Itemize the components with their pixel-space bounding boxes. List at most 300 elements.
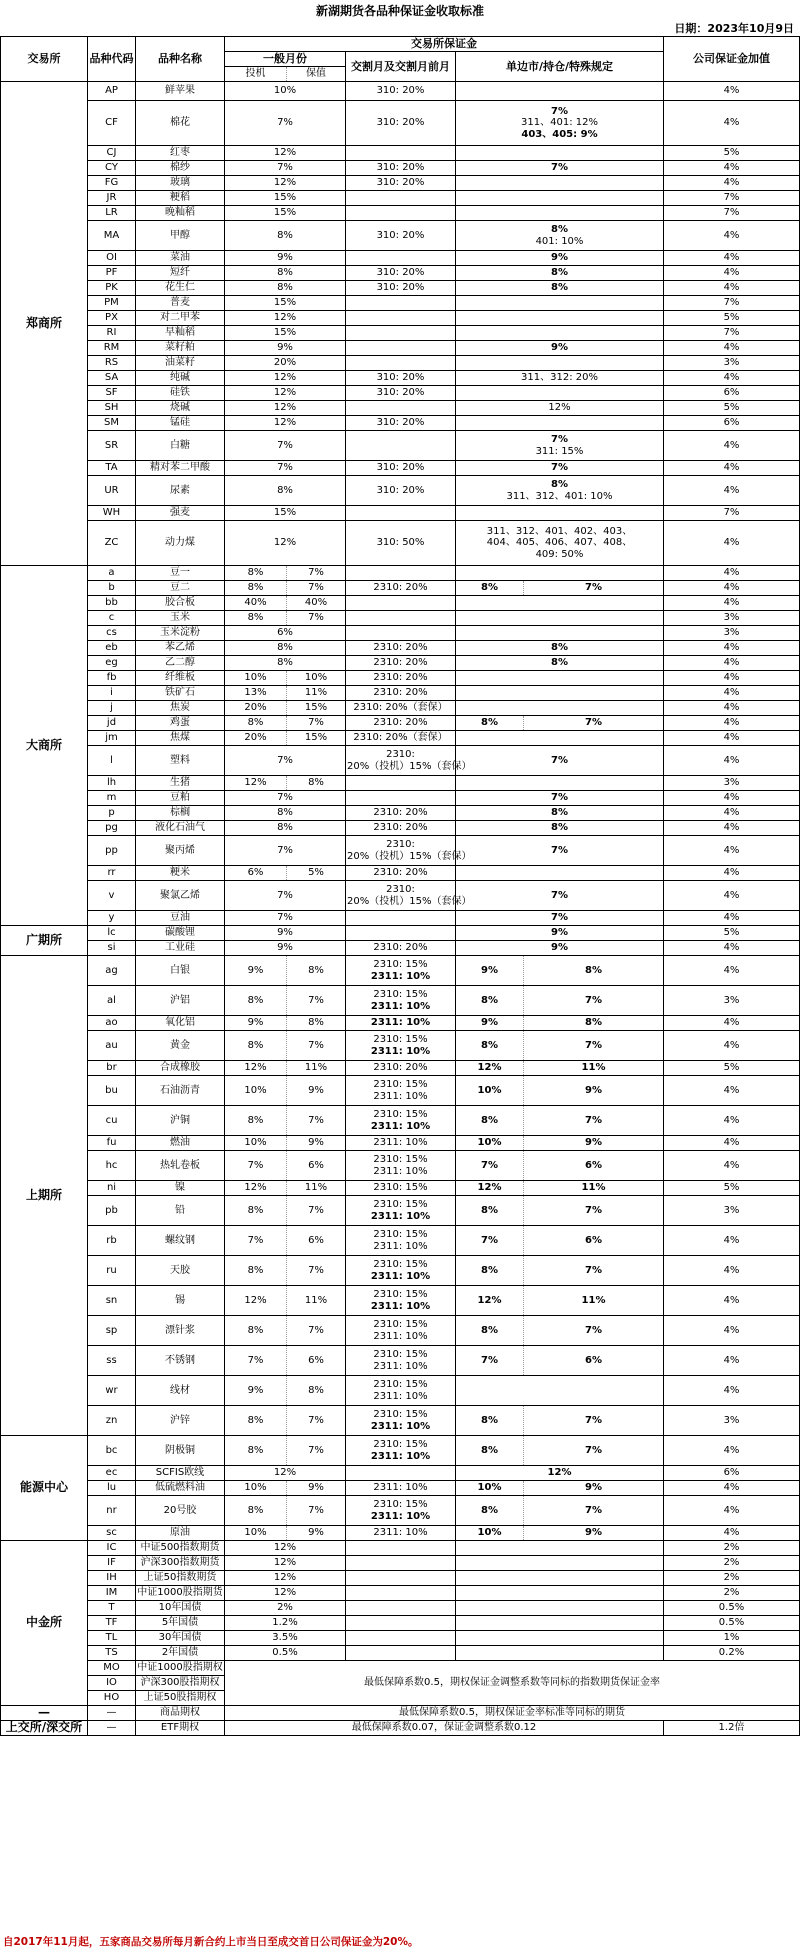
position-hedge: 6% <box>524 1151 664 1181</box>
position-margin: 9% <box>456 926 664 941</box>
product-code: ec <box>88 1466 136 1481</box>
table-row <box>1 821 800 836</box>
normal-month-margin: 7% <box>225 746 346 776</box>
table-row <box>1 506 800 521</box>
cell-line: 2311: 10% <box>370 1210 431 1222</box>
position-hedge: 9% <box>524 1136 664 1151</box>
table-row <box>1 656 800 671</box>
table-row <box>1 1181 800 1196</box>
delivery-margin <box>346 956 456 986</box>
table-row <box>1 146 800 161</box>
position-margin <box>456 82 664 101</box>
company-margin: 1% <box>664 1631 800 1646</box>
table-row <box>1 326 800 341</box>
delivery-margin <box>346 401 456 416</box>
position-margin <box>456 101 664 146</box>
normal-month-margin: 10% <box>225 82 346 101</box>
delivery-margin: 2310: 20% <box>346 1061 456 1076</box>
company-margin: 4% <box>664 176 800 191</box>
product-name: 焦炭 <box>136 701 225 716</box>
product-code: T <box>88 1601 136 1616</box>
product-code: LR <box>88 206 136 221</box>
product-code: CF <box>88 101 136 146</box>
delivery-margin <box>346 881 472 911</box>
product-name: 20号胶 <box>136 1496 225 1526</box>
spec-margin: 8% <box>225 986 287 1016</box>
product-code: PK <box>88 281 136 296</box>
spec-margin: 10% <box>225 671 287 686</box>
table-row <box>1 806 800 821</box>
normal-month-margin: 7% <box>225 101 346 146</box>
delivery-margin <box>346 1286 456 1316</box>
product-name: 30年国债 <box>136 1631 225 1646</box>
position-margin <box>456 191 664 206</box>
delivery-margin <box>346 296 456 311</box>
product-name: 精对苯二甲酸 <box>136 461 225 476</box>
header-name: 品种名称 <box>136 37 225 82</box>
hedge-margin: 7% <box>287 716 346 731</box>
position-hedge: 11% <box>524 1061 664 1076</box>
hedge-margin: 8% <box>287 1376 346 1406</box>
delivery-margin <box>346 1436 456 1466</box>
normal-month-margin: 12% <box>225 1541 346 1556</box>
table-row <box>1 1706 800 1721</box>
company-margin: 4% <box>664 701 800 716</box>
table-row <box>1 521 800 566</box>
product-name: 铅 <box>136 1196 225 1226</box>
company-margin: 4% <box>664 866 800 881</box>
normal-month-margin: 15% <box>225 206 346 221</box>
normal-month-margin: 12% <box>225 1586 346 1601</box>
hedge-margin: 9% <box>287 1136 346 1151</box>
company-margin: 3% <box>664 356 800 371</box>
delivery-margin: 2311: 10% <box>346 1016 456 1031</box>
table-row <box>1 626 800 641</box>
position-hedge: 8% <box>524 956 664 986</box>
spec-margin: 9% <box>225 956 287 986</box>
cell-line: 2310: 15% <box>373 1229 428 1241</box>
table-row <box>1 1556 800 1571</box>
spec-margin: 10% <box>225 1136 287 1151</box>
product-name: 沪铝 <box>136 986 225 1016</box>
company-margin: 5% <box>664 146 800 161</box>
company-margin: 6% <box>664 1466 800 1481</box>
delivery-margin <box>346 506 456 521</box>
company-margin: 4% <box>664 476 800 506</box>
company-margin: 4% <box>664 281 800 296</box>
spec-margin: 8% <box>225 1031 287 1061</box>
position-hedge: 11% <box>524 1286 664 1316</box>
cell-line: 2310: <box>386 749 415 761</box>
product-name: 合成橡胶 <box>136 1061 225 1076</box>
table-row <box>1 1226 800 1256</box>
product-code: PX <box>88 311 136 326</box>
normal-month-margin: 7% <box>225 791 346 806</box>
header-spec: 投机 <box>225 67 287 82</box>
cell-line: 311、401: 12% <box>521 117 598 129</box>
product-name: 低硫燃料油 <box>136 1481 225 1496</box>
hedge-margin: 9% <box>287 1481 346 1496</box>
product-code: SH <box>88 401 136 416</box>
position-spec: 8% <box>456 1496 524 1526</box>
position-margin <box>456 1646 664 1661</box>
product-name: 晚籼稻 <box>136 206 225 221</box>
delivery-margin <box>346 1256 456 1286</box>
product-code: SM <box>88 416 136 431</box>
position-spec: 8% <box>456 1106 524 1136</box>
product-name: 10年国债 <box>136 1601 225 1616</box>
cell-line: 2310: 15% <box>373 1289 428 1301</box>
position-hedge: 8% <box>524 1016 664 1031</box>
position-hedge: 7% <box>524 986 664 1016</box>
header-normal-month: 一般月份 <box>225 52 346 67</box>
hedge-margin: 7% <box>287 986 346 1016</box>
company-margin: 4% <box>664 1526 800 1541</box>
product-name: 白糖 <box>136 431 225 461</box>
normal-month-margin: 12% <box>225 416 346 431</box>
position-margin <box>456 206 664 221</box>
table-row <box>1 356 800 371</box>
cell-line: 2310: 15% <box>373 1499 428 1511</box>
table-row <box>1 1076 800 1106</box>
cell-line: 20%（投机）15%（套保） <box>347 895 472 907</box>
product-code: lc <box>88 926 136 941</box>
position-spec: 8% <box>456 1406 524 1436</box>
product-code: TL <box>88 1631 136 1646</box>
delivery-margin <box>346 1376 456 1406</box>
delivery-margin: 2310: 20% <box>346 866 456 881</box>
hedge-margin: 15% <box>287 731 346 746</box>
product-name: 硅铁 <box>136 386 225 401</box>
cell-line: 2310: 15% <box>373 959 428 971</box>
table-row <box>1 1406 800 1436</box>
table-row <box>1 1646 800 1661</box>
company-margin: 5% <box>664 926 800 941</box>
table-row <box>1 881 800 911</box>
delivery-margin <box>346 1031 456 1061</box>
table-row <box>1 716 800 731</box>
cell-line: 2310: 15% <box>373 1079 428 1091</box>
table-row <box>1 671 800 686</box>
product-code: jm <box>88 731 136 746</box>
product-name: 天胶 <box>136 1256 225 1286</box>
cell-line: 2310: 15% <box>373 1109 428 1121</box>
position-margin <box>456 416 664 431</box>
table-row <box>1 581 800 596</box>
company-margin: 4% <box>664 791 800 806</box>
position-margin: 8% <box>456 281 664 296</box>
table-row <box>1 296 800 311</box>
company-margin: 3% <box>664 611 800 626</box>
company-margin: 4% <box>664 161 800 176</box>
cell-line: 2310: 15% <box>373 1259 428 1271</box>
company-margin: 1.2倍 <box>664 1721 800 1736</box>
product-name: 豆油 <box>136 911 225 926</box>
cell-line: 8% <box>551 479 568 491</box>
delivery-margin <box>346 596 456 611</box>
position-hedge: 7% <box>524 1106 664 1136</box>
normal-month-margin: 12% <box>225 386 346 401</box>
hedge-margin: 6% <box>287 1226 346 1256</box>
cell-line: 2311: 10% <box>373 1240 428 1252</box>
product-name: 纯碱 <box>136 371 225 386</box>
delivery-margin: 310: 20% <box>346 416 456 431</box>
position-margin <box>456 326 664 341</box>
delivery-margin <box>346 356 456 371</box>
company-margin: 4% <box>664 671 800 686</box>
normal-month-margin: 3.5% <box>225 1631 346 1646</box>
cell-line: 2310: 15% <box>373 1439 428 1451</box>
table-row <box>1 1106 800 1136</box>
product-name: 上证50股指期权 <box>136 1691 225 1706</box>
product-name: 玉米淀粉 <box>136 626 225 641</box>
hedge-margin: 11% <box>287 1181 346 1196</box>
spec-margin: 40% <box>225 596 287 611</box>
product-name: 黄金 <box>136 1031 225 1061</box>
product-code: c <box>88 611 136 626</box>
cell-line: 2311: 10% <box>373 1090 428 1102</box>
product-code: AP <box>88 82 136 101</box>
spec-margin: 8% <box>225 581 287 596</box>
product-code: sc <box>88 1526 136 1541</box>
spec-margin: 7% <box>225 1346 287 1376</box>
position-margin: 7% <box>456 836 664 866</box>
table-row <box>1 1136 800 1151</box>
product-name: 线材 <box>136 1376 225 1406</box>
delivery-margin <box>346 746 472 776</box>
product-name: 石油沥青 <box>136 1076 225 1106</box>
cell-line: 2311: 10% <box>370 1270 431 1282</box>
product-code: y <box>88 911 136 926</box>
spec-margin: 12% <box>225 1181 287 1196</box>
position-margin <box>456 596 664 611</box>
position-margin: 8% <box>456 656 664 671</box>
table-row <box>1 401 800 416</box>
company-margin: 2% <box>664 1541 800 1556</box>
company-margin: 4% <box>664 521 800 566</box>
company-margin: 4% <box>664 1136 800 1151</box>
delivery-margin <box>346 911 456 926</box>
position-margin <box>456 866 664 881</box>
position-hedge: 7% <box>524 581 664 596</box>
position-spec: 7% <box>456 1226 524 1256</box>
product-code: OI <box>88 251 136 266</box>
company-margin: 4% <box>664 1496 800 1526</box>
product-code: SR <box>88 431 136 461</box>
cell-line: 311、312、401: 10% <box>506 490 613 502</box>
delivery-margin <box>346 1196 456 1226</box>
company-margin: 4% <box>664 1106 800 1136</box>
delivery-margin <box>346 1106 456 1136</box>
product-code: FG <box>88 176 136 191</box>
position-margin <box>456 221 664 251</box>
product-name: 沪锌 <box>136 1406 225 1436</box>
product-code: IM <box>88 1586 136 1601</box>
normal-month-margin: 12% <box>225 1466 346 1481</box>
normal-month-margin: 7% <box>225 431 346 461</box>
product-name: 燃油 <box>136 1136 225 1151</box>
company-margin: 4% <box>664 941 800 956</box>
footer-note: 自2017年11月起，五家商品交易所每月新合约上市当日至成交首日公司保证金为20%。 <box>3 1936 419 1948</box>
product-code: MA <box>88 221 136 251</box>
product-code: pg <box>88 821 136 836</box>
header-hedge: 保值 <box>287 67 346 82</box>
product-code: al <box>88 986 136 1016</box>
position-margin <box>456 176 664 191</box>
hedge-margin: 7% <box>287 1031 346 1061</box>
position-margin <box>456 701 664 716</box>
position-spec: 8% <box>456 1031 524 1061</box>
normal-month-margin: 12% <box>225 401 346 416</box>
delivery-margin: 2310: 20% <box>346 821 456 836</box>
company-margin: 4% <box>664 431 800 461</box>
table-row <box>1 476 800 506</box>
spec-margin: 10% <box>225 1526 287 1541</box>
exchange-name: 中金所 <box>1 1541 88 1706</box>
company-margin: 4% <box>664 251 800 266</box>
position-spec: 8% <box>456 1196 524 1226</box>
position-margin: 8% <box>456 266 664 281</box>
delivery-margin: 310: 20% <box>346 266 456 281</box>
cell-line: 8% <box>551 224 568 236</box>
header-position: 单边市/持仓/特殊规定 <box>456 52 664 82</box>
table-row <box>1 791 800 806</box>
cell-line: 403、405: 9% <box>521 128 598 140</box>
table-row <box>1 1316 800 1346</box>
product-name: 5年国债 <box>136 1616 225 1631</box>
cell-line: 2310: 15% <box>373 1349 428 1361</box>
product-code: i <box>88 686 136 701</box>
product-code: lh <box>88 776 136 791</box>
product-code: pb <box>88 1196 136 1226</box>
table-row <box>1 1061 800 1076</box>
position-margin: 7% <box>456 791 664 806</box>
product-code: ao <box>88 1016 136 1031</box>
product-name: 豆一 <box>136 566 225 581</box>
table-row <box>1 1376 800 1406</box>
spec-margin: 9% <box>225 1016 287 1031</box>
product-name: 液化石油气 <box>136 821 225 836</box>
table-row <box>1 641 800 656</box>
position-hedge: 7% <box>524 1256 664 1286</box>
delivery-margin <box>346 1616 456 1631</box>
delivery-margin: 2310: 15% <box>346 1181 456 1196</box>
product-code: wr <box>88 1376 136 1406</box>
product-code: cu <box>88 1106 136 1136</box>
normal-month-margin: 7% <box>225 836 346 866</box>
hedge-margin: 5% <box>287 866 346 881</box>
company-margin: 3% <box>664 986 800 1016</box>
normal-month-margin: 8% <box>225 221 346 251</box>
normal-month-margin: 8% <box>225 656 346 671</box>
delivery-margin: 310: 20% <box>346 101 456 146</box>
delivery-margin <box>346 326 456 341</box>
cell-line: 311: 15% <box>535 445 584 457</box>
product-code: nr <box>88 1496 136 1526</box>
product-name: 生猪 <box>136 776 225 791</box>
company-margin: 7% <box>664 506 800 521</box>
margin-table <box>0 36 800 1736</box>
delivery-margin: 2310: 20% <box>346 656 456 671</box>
table-row <box>1 1586 800 1601</box>
position-margin <box>456 1541 664 1556</box>
normal-month-margin: 12% <box>225 311 346 326</box>
product-code: — <box>88 1706 136 1721</box>
company-margin: 0.5% <box>664 1601 800 1616</box>
table-row <box>1 776 800 791</box>
cell-line: 2310: 15% <box>373 1379 428 1391</box>
table-row <box>1 266 800 281</box>
product-code: ss <box>88 1346 136 1376</box>
company-margin: 2% <box>664 1571 800 1586</box>
product-code: IO <box>88 1676 136 1691</box>
table-row <box>1 1016 800 1031</box>
product-name: 中证1000股指期权 <box>136 1661 225 1676</box>
delivery-margin <box>346 191 456 206</box>
table-row <box>1 701 800 716</box>
normal-month-margin: 9% <box>225 341 346 356</box>
table-row <box>1 161 800 176</box>
delivery-margin <box>346 1556 456 1571</box>
spec-margin: 12% <box>225 776 287 791</box>
delivery-margin <box>346 986 456 1016</box>
header-code: 品种代码 <box>88 37 136 82</box>
product-name: 聚氯乙烯 <box>136 881 225 911</box>
cell-line: 2311: 10% <box>370 1510 431 1522</box>
product-name: 聚丙烯 <box>136 836 225 866</box>
delivery-margin <box>346 1646 456 1661</box>
normal-month-margin: 15% <box>225 506 346 521</box>
delivery-margin <box>346 836 472 866</box>
position-spec: 7% <box>456 1346 524 1376</box>
exchange-name: 能源中心 <box>1 1436 88 1541</box>
product-name: 螺纹钢 <box>136 1226 225 1256</box>
company-margin: 3% <box>664 626 800 641</box>
product-code: rb <box>88 1226 136 1256</box>
company-margin: 5% <box>664 401 800 416</box>
product-name: 阴极铜 <box>136 1436 225 1466</box>
product-code: m <box>88 791 136 806</box>
table-row <box>1 986 800 1016</box>
table-row <box>1 596 800 611</box>
position-margin <box>456 566 664 581</box>
company-margin: 4% <box>664 581 800 596</box>
delivery-margin: 2310: 20% <box>346 581 456 596</box>
product-name: 乙二醇 <box>136 656 225 671</box>
normal-month-margin: 9% <box>225 926 346 941</box>
product-name: 花生仁 <box>136 281 225 296</box>
product-code: TS <box>88 1646 136 1661</box>
spec-margin: 6% <box>225 866 287 881</box>
product-name: 普麦 <box>136 296 225 311</box>
company-margin: 4% <box>664 1286 800 1316</box>
delivery-margin <box>346 626 456 641</box>
position-margin: 7% <box>456 746 664 776</box>
position-spec: 9% <box>456 956 524 986</box>
product-code: cs <box>88 626 136 641</box>
product-code: ZC <box>88 521 136 566</box>
normal-month-margin: 12% <box>225 1556 346 1571</box>
company-margin: 4% <box>664 101 800 146</box>
page-title: 新湖期货各品种保证金收取标准 <box>315 4 484 18</box>
position-hedge: 7% <box>524 1436 664 1466</box>
product-name: 氧化铝 <box>136 1016 225 1031</box>
delivery-margin <box>346 1406 456 1436</box>
exchange-name: 上期所 <box>1 956 88 1436</box>
hedge-margin: 11% <box>287 1286 346 1316</box>
product-name: 强麦 <box>136 506 225 521</box>
company-margin: 4% <box>664 1481 800 1496</box>
